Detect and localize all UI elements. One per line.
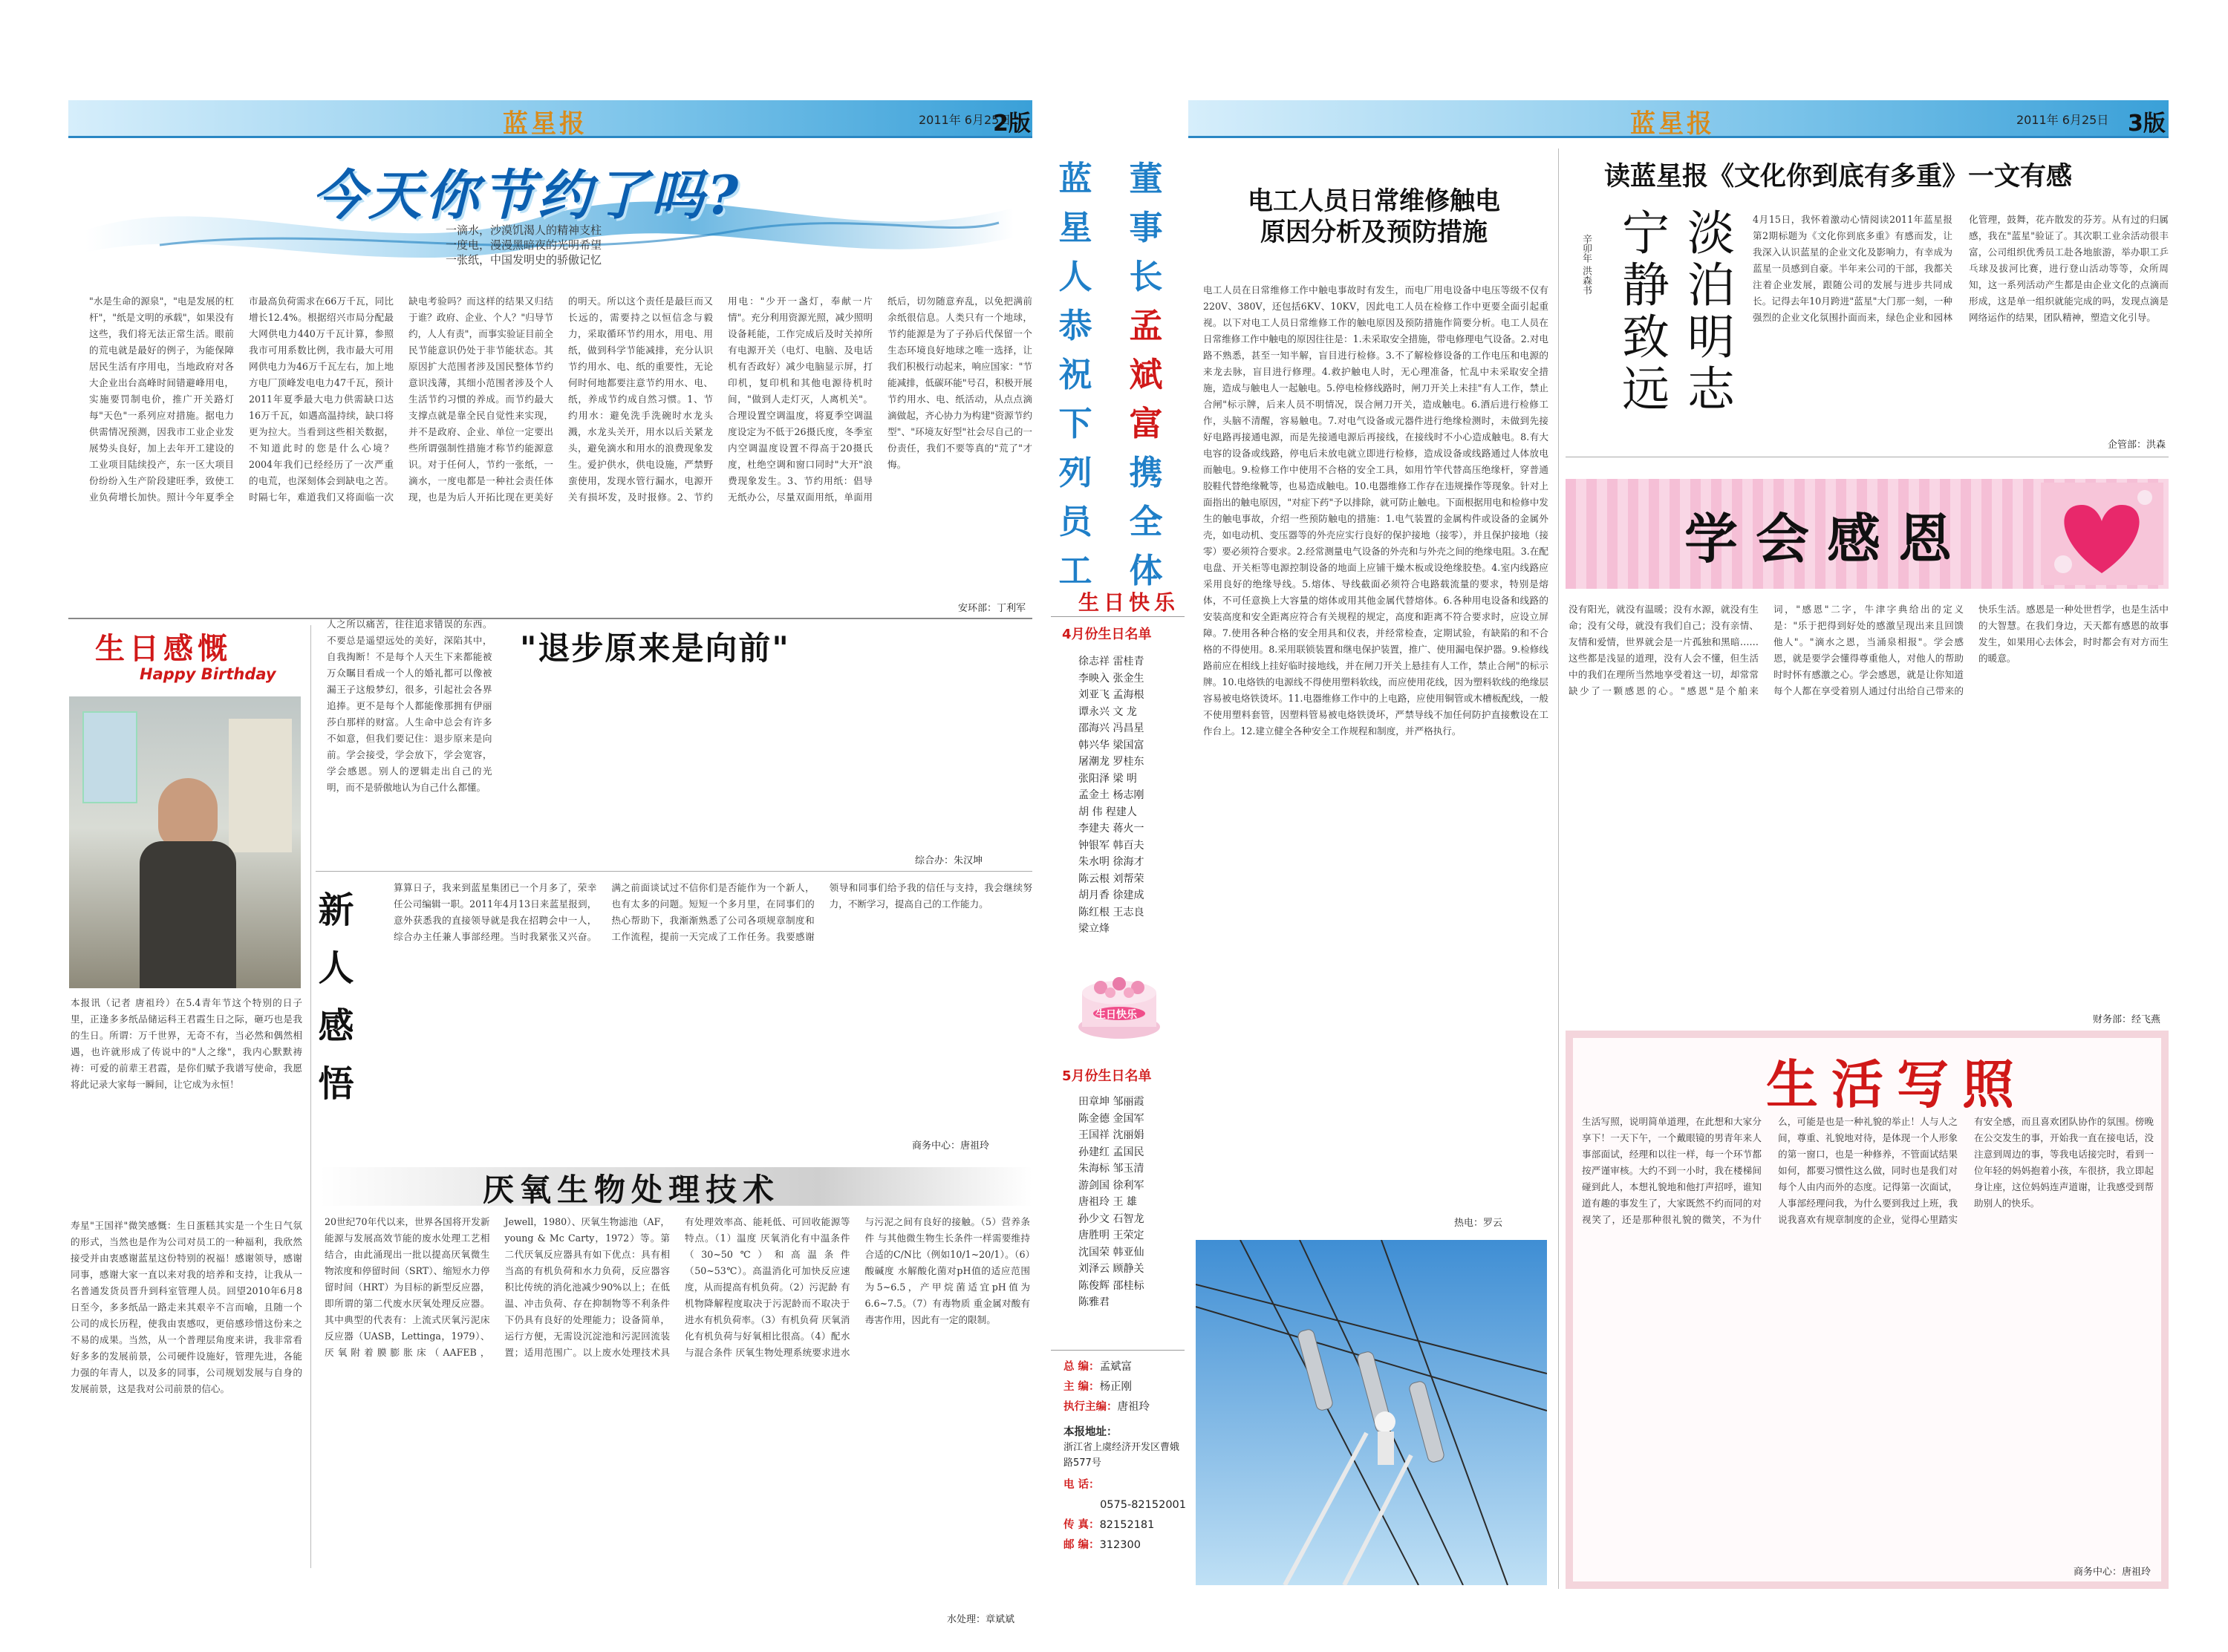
electric-title-line-2: 原因分析及预防措施 (1260, 218, 1488, 247)
slogan-left-char-5: 祝 (1058, 355, 1092, 394)
april-names-row: 朱水明 徐海才 (1078, 856, 1144, 868)
address-value: 浙江省上虞经济开发区曹娥路577号 (1063, 1442, 1180, 1469)
slogan-right-char-2: 事 (1129, 208, 1163, 247)
may-names-row: 陈雅君 (1078, 1296, 1110, 1308)
chief-editor-name: 孟斌富 (1099, 1361, 1133, 1373)
slogan-left-char-3: 人 (1058, 257, 1092, 296)
editor-label: 主 编： (1063, 1381, 1100, 1393)
birthday-wish-label: 生日快乐 (1078, 590, 1180, 615)
slogan-left-char-4: 恭 (1058, 306, 1092, 345)
life-byline: 商务中心：唐祖玲 (2074, 1567, 2152, 1578)
april-names-row: 李建夫 蒋火一 (1078, 823, 1144, 835)
april-list-title: 4月份生日名单 (1062, 627, 1152, 642)
slogan-right-char-1: 董 (1129, 159, 1163, 198)
calligraphy-line-1: 淡泊明志 (1679, 208, 1734, 416)
gratitude-article-body: 没有阳光，就没有温暖；没有水源，就没有生命；没有父母，就没有我们自己；没有亲情、友情和爱情，世界就会是一片孤独和黑暗……这些都是浅显的道理，没有人会不懂，但生活中的我们在理所当然地享受着这一切，却常常缺少了一颗感恩的心。"感恩"是个舶来词，"感恩"二字，牛津字典给出的定义是："乐于把得到好处的感激呈现出来且回馈他人"。"滴水之恩，当涌泉相报"。学会感恩，就是要学会懂得尊重他人，对他人的帮助时时怀有感激之心。学会感恩，就是让你知道每个人都在享受着别人通过付出给自己带来的快乐生活。感恩是一种处世哲学，也是生活中的大智慧。在我们身边，天天都有感恩的故事发生，如果用心去体会，时时都会有对方而生的暖意。 (1569, 604, 2169, 696)
birthday-article-body: 寿星"王国祥"微笑感慨：生日蛋糕其实是一个生日气氛的形式，当然也是作为公司对员工的一种福利，我欣然接受并由衷感谢蓝星这份特别的祝福！感谢领导，感谢同事，感谢大家一直以来对我的培养和支持，让我从一名普通发货员晋升到科室管理人员。回望2010年6月8日至今，多多纸品一路走来其艰辛不言而喻，且随一个公司的成长历程，使我由衷感叹，更倍感珍惜这份来之不易的成果。当然，从一个普理层角度来讲，我非常看好多多的发展前景，公司硬件设施好，管理先进，各能力强的年青人，以及多的同事，公司规划发展与自身的发展前景，这是我对公司前景的信心。 (71, 1220, 302, 1394)
banner-article-body: "水是生命的源泉"，"电是发展的杠杆"，"纸是文明的承载"，如果没有这些，我们将无法正常生活。眼前的荒电就是最好的例子，为能保障居民生活有序用电，当地政府对各大企业出台高峰时间错避峰用电，实施要罚制电价，推广开关路灯每"天色"一系列应对措施。据电力供需情况预测，因我市工业企业发展势头良好，加上去年开工建设的工业项目陆续投产，东一区大项目份纷纷入生产阶段建旺季，致使工业负荷增长加快。照计今年夏季全市最高负荷需求在66万千瓦，同比增长12.4%。根据绍兴市局分配最大网供电力440万千瓦计算，参照我市可用系数比例，我市最大可用网供电力为46万千瓦左右，加上地方电厂顶峰发电电力47千瓦，预计2011年夏季最大电力供需缺口达16万千瓦，如遇高温持续，缺口将更为拉大。当看到这些相关数据，不知道此时的您是什么心境？2004年我们已经经历了一次严重的电荒，也深刻体会到缺电之苦。时隔七年，难道我们又将面临一次缺电考验吗？而这样的结果又归结于谁？政府、企业、个人？"归导节约，人人有责"，而事实验证目前全民节能意识仍处于非节能状态。其原因扩大范围者涉及国民整体节约意识浅薄，其细小范围者涉及个人生活节约习惯的养成。而节约最大支撑点就是靠全民自觉性来实现，并不是政府、企业、单位一定要出些所谓强制性措施才称节约能源意识。对于任何人，节约一张纸，一滴水，一度电都是一种社会责任体现，也是为后人开拓比现在更美好的明天。所以这个责任是最巨而又长远的，需要持之以恒信念与毅力，采取循环节约用水，用电、用纸，做到科学节能减排，充分认识节约用水、电、纸的重要性，无论何时何地都要注意节约用水、电、纸，养成节约成自然习惯。1、节约用水：避免洗手洗碗时水龙头溅，水龙头关开，用水以后关紧龙头，避免滴水和用水的浪费现象发生。爱护供水，供电设施，严禁野蛮使用，发现水管行漏水，电源开关有损坏发，及时报修。2、节约用电："少开一盏灯，奉献一片情"。充分利用资源光照，减少照明设备耗能，工作完成后及时关掉所有电源开关（电灯、电脑、及电话机有否政好）减少电脑显示屏，打印机，复印机和其他电源待机时间，"做到人走灯灭，人离机关"。合理设置空调温度，将夏季空调温度设定为不低于26摄氏度，冬季室内空调温度设置不得高于20摄氏度，杜绝空调和窗口同时"大开"浪费现象发生。3、节约用纸：倡导无纸办公，尽量双面用纸，单面用纸后，切勿随意弃乱，以免把满前余纸很信息。人类只有一个地球，节约能源是为了子孙后代保留一个生态环境良好地球之唯一选择，让我们积极行动起来，响应国家："节能减排，低碳环能"号召，积极开展节约用水、电、纸活动，从点点滴滴做起，齐心协力为构建"资源节约型"、"环境友好型"社会尽自己的一份责任，我们不要等真的"荒了"才悔。 (89, 296, 1032, 503)
calligraphy-line-2: 宁静致远 (1614, 208, 1669, 416)
banner-title: 今天你节约了吗? (312, 163, 742, 226)
right-paper-logo: 蓝星报 (1630, 109, 1715, 139)
right-column-divider (1558, 148, 1559, 1589)
slogan-column-left (1057, 154, 1094, 595)
slogan-right-char-8: 全 (1129, 502, 1163, 541)
calligraphy-signature: 辛卯年 洪森书 (1580, 234, 1592, 296)
gratitude-title: 学会感恩 (1684, 507, 1970, 570)
april-names-row: 张阳泽 梁 明 (1078, 772, 1137, 785)
april-names-row: 徐志祥 雷桂青 (1078, 656, 1144, 667)
april-names-row: 邵海兴 冯昌星 (1078, 722, 1144, 734)
address-row (1063, 1425, 1186, 1471)
right-page-number: 3版 (2128, 111, 2166, 137)
april-names-row: 胡 伟 程建人 (1078, 806, 1137, 818)
fax-row (1063, 1515, 1186, 1535)
heart-flowers-image (2041, 483, 2163, 585)
chief-editor-label: 总 编： (1063, 1361, 1100, 1373)
anaerobic-article-body: 20世纪70年代以来，世界各国将开发新能源与发展高效节能的废水处理工艺相结合，由此涌现出一批以提高厌氧微生物浓度和停留时间（SRT）、缩短水力停留时间（HRT）为目标的新型反应器，即所谓的第二代废水厌氧处理反应器。其中典型的代表有：上流式厌氧污泥床反应器（UASB，Lettinga，1979）、厌氧附着膜膨胀床（AAFEB，Jewell，1980）、厌氧生物滤池（AF，young & Mc Carty，1972）等。第二代厌氧反应器具有如下优点：具有相当高的有机负荷和水力负荷，反应器容积比传统的消化池减少90%以上；在低温、冲击负荷、存在抑制物等不利条件下仍具有良好的处理能力；设备简单，运行方便，无需设沉淀池和污泥回流装置；适用范围广。以上废水处理技术具有处理效率高、能耗低、可回收能源等特点。（1）温度 厌氧消化有中温条件（30~50℃）和高温条件（50~53℃）。高温消化可加快反应速度，从而提高有机负荷。（2）污泥龄 有机物降解程度取决于污泥龄而不取决于进水有机负荷率。（3）有机负荷 厌氧消化有机负荷与好氧相比很高。（4）配水与混合条件 厌氧生物处理系统要求进水与污泥之间有良好的接触。（5）营养条件 与其他微生物生长条件一样需要维持合适的C/N比（例如10/1~20/1）。（6）酸碱度 水解酸化菌对pH值的适应范围为5~6.5，产甲烷菌适宜pH值为6.6~7.5。（7）有毒物质 重金属对酸有毒害作用，因此有一定的限制。 (325, 1216, 1030, 1358)
left-paper-logo: 蓝星报 (503, 109, 587, 139)
address-label: 本报地址： (1063, 1426, 1118, 1438)
may-names-row: 沈国荣 韩亚仙 (1078, 1246, 1144, 1258)
slogan-left-char-2: 星 (1058, 208, 1092, 247)
tagline-line-3: 一张纸，中国发明史的骄傲记忆 (446, 253, 602, 267)
exec-editor-row (1063, 1397, 1186, 1417)
growth-title: 新人感悟 (312, 891, 354, 1123)
culture-article-body: 4月15日，我怀着激动心情阅读2011年蓝星报第2期标题为《文化你到底多重》有感而发，让我深入认识蓝星的企业文化及影响力，有幸成为蓝星一员感到自豪。半年来公司的干部，我都关注着企业发展，跟随公司的发展与进步共同成长。记得去年10月跨进"蓝星"大门那一刻，一种强烈的企业文化氛围扑面而来，绿色企业和园林化管理，鼓舞，花卉散发的芬芳。从有过的归属感，我在"蓝星"验证了。其次职工业余活动很丰富，公司组织优秀员工赴各地旅游，举办职工乒乓球及拔河比赛，进行登山活动等等，众所周知，这一系列活动产生都是由企业文化的点滴而形成，这是单一组织就能完成的吗，发现点滴是网络运作的结果，团队精神，塑造文化引导。 (1753, 214, 2169, 323)
phone-label: 电 话： (1063, 1479, 1100, 1491)
may-list-title: 5月份生日名单 (1062, 1068, 1152, 1084)
fax-value: 82152181 (1099, 1519, 1155, 1531)
electric-title (1211, 186, 1537, 248)
slogan-right-char-6: 富 (1129, 404, 1163, 443)
exec-editor-name: 唐祖玲 (1117, 1401, 1150, 1413)
may-names-row: 王国祥 沈丽娟 (1078, 1129, 1144, 1141)
electric-title-line-1: 电工人员日常维修触电 (1248, 186, 1500, 216)
slogan-right-char-7: 携 (1129, 453, 1163, 492)
slogan-left-char-1: 蓝 (1058, 159, 1092, 198)
banner-byline: 安环部：丁利军 (958, 603, 1026, 614)
april-names-row: 胡月香 徐建成 (1078, 889, 1144, 901)
april-names-row: 钟银军 韩百夫 (1078, 839, 1144, 852)
may-names-row: 唐胜明 王荣定 (1078, 1230, 1144, 1241)
may-names-row: 孙少文 石智龙 (1078, 1212, 1144, 1225)
chief-editor-row (1063, 1357, 1186, 1377)
may-names-row: 孙建红 孟国民 (1078, 1146, 1144, 1158)
birthday-caption: 本报讯（记者 唐祖玲）在5.4青年节这个特别的日子里，正逢多多纸品储运科王君霞生日之际，砸巧也是我的生日。所谓：万千世界，无奇不有，当必然和偶然相遇，也许就形成了传说中的"人之缘"，我内心默默祷祷：可爱的前辈王君霞，是你们赋予我谱写使命，我愿将此记录大家每一瞬间，让它成为永恒！ (71, 997, 302, 1090)
april-names-row: 陈云根 刘帮荣 (1078, 872, 1144, 885)
april-names-row: 孟金土 杨志刚 (1078, 789, 1144, 801)
slogan-column-right (1127, 154, 1165, 595)
birthday-subtitle: Happy Birthday (140, 665, 276, 683)
slogan-left-char-6: 下 (1058, 404, 1092, 443)
anaerobic-title: 厌氧生物处理技术 (483, 1172, 781, 1208)
center-divider-1 (1051, 616, 1185, 617)
birthday-title: 生日感慨 (95, 631, 232, 666)
exec-editor-label: 执行主编： (1063, 1401, 1118, 1413)
life-title: 生活写照 (1766, 1054, 2027, 1115)
left-issue-date: 2011年 6月25日 (919, 113, 1012, 127)
slogan-right-char-9: 体 (1129, 551, 1163, 590)
may-name-list (1078, 1094, 1144, 1311)
editor-row (1063, 1377, 1186, 1397)
april-names-row: 梁立烽 (1078, 923, 1110, 935)
fax-label: 传 真： (1063, 1519, 1100, 1531)
may-names-row: 陈俊辉 邵桂标 (1078, 1279, 1144, 1292)
april-names-row: 刘亚飞 孟海根 (1078, 689, 1144, 701)
anaerobic-byline: 水处理：章斌斌 (947, 1614, 1015, 1625)
april-names-row: 陈红根 王志良 (1078, 906, 1144, 918)
life-article-body: 生活写照，说明简单道理，在此想和大家分享下！一天下午，一个戴眼镜的男青年来人事部面试，经理和以往一样，每一个环节都按严谨审核。大约不到一小时，我在楼梯间碰到此人，本想礼貌地和他打声招呼，谁知道有趣的事发生了，大家既然不约而同的对视笑了，还是那种很礼貌的微笑，不为什么，可能是也是一种礼貌的举止！人与人之间，尊重、礼貌地对待，是体现一个人形象的第一窗口，也是一种修养，不管面试结果如何，都要习惯性这么做，同时也是我们对每个人由内而外的态度。记得第一次面试，人事部经理问我，为什么要到我过上班，我说我喜欢有规章制度的企业，觉得心里踏实有安全感，而且喜欢团队协作的氛围。傍晚在公交发生的事，开始我一直在接电话，没注意到周边的事，等我电话接完时，看到一位年轻的妈妈抱着小孩，车很挤，我立即起身让座，这位妈妈连声道谢，让我感受到帮助别人的快乐。 (1582, 1116, 2154, 1225)
slogan-right-char-4: 孟 (1129, 306, 1163, 345)
center-divider-2 (1051, 1350, 1185, 1351)
retreat-byline: 综合办：朱汉坤 (915, 855, 983, 866)
retreat-title: "退步原来是向前" (520, 630, 790, 667)
electric-article-body: 电工人员在日常维修工作中触电事故时有发生，而电厂用电设备中电压等级不仅有220V、380V，还包括6KV、10KV，因此电工人员在检修工作中更要全面引起重视。以下对电工人员日常维修工作的触电原因及预防措施作简要分析。电工人员在日常维修工作中触电的原因往往是：1.未采取安全措施，带电修理电气设备。2.对电路不熟悉，甚至一知半解，盲目进行检修。3.不了解检修设备的工作电压和电源的来龙去脉，盲目进行修理。4.救护触电人时，无心理准备，忙乱中未采取安全措施，造成与触电人一起触电。5.停电检修线路时，闸刀开关上未挂"有人工作，禁止合闸"标示牌，后来人员不明情况，误合闸刀开关，造成触电。6.酒后进行检修工作，头脑不清醒，容易触电。7.对电气设备或元器件进行绝缘检测时，未做到先接好电路再接通电源，而是先接通电源后再接线，在接线时不小心造成触电。8.有大电容的设备或线路，停电后未放电就立即进行检修，造成设备或线路通过人体放电而触电。9.检修工作中使用不合格的安全工具，如用竹竿代替高压绝缘杆，穿普通胶鞋代替绝缘靴等，也易造成触电。10.电器维修工作存在违规操作等现象。针对上面指出的触电原因，"对症下药"予以排除，就可防止触电。下面根据用电和检修中发生的触电事故，介绍一些预防触电的措施：1.电气装置的金属构件或设备的金属外壳，如电动机、变压器等的外壳应实行良好的保护接地（接零），并且保护接地（接零）要必须符合要求。2.经常测量电气设备的外壳和与外壳之间的绝缘电阻。3.在配电盘、开关柜等电源控制设备的地面上应铺干燥木板或设绝缘胶垫。4.室内线路应采用良好的绝缘导线。5.熔体、导线截面必须符合电路载流量的要求，特别是熔体，不可任意换上大容量的熔体或用其他金属代替熔体。6.各种用电设备和线路的安装高度和安全距离应符合有关规程的规定，高度和距离不符合要求时，应设立屏障。7.使用各种合格的安全用具和仪表，并经常检查，定期试验，有缺陷的和不合格的不得使用。8.采用联锁装置和继电保护装置，推广、使用漏电保护器。9.检修线路前应在相线上挂好临时接地线，并在闸刀开关上悬挂有人工作，禁止合闸"的标示牌。10.电烙铁的电源线不得使用塑料软线，而应使用花线，因为塑料软线的绝缘层容易被电烙铁烫坏。11.电器维修工作中的上电路，应使用铜管或木槽板配线，一般不使用塑料套管，因塑料管易被电烙铁烫坏，严禁导线不加任何防护直接敷设在工作台上。12.建立健全各种安全工作规程和制度，并严格执行。 (1203, 284, 1548, 737)
banner-tagline (446, 223, 602, 267)
right-issue-date: 2011年 6月25日 (2016, 113, 2109, 127)
april-names-row: 屠潮龙 罗桂东 (1078, 756, 1144, 768)
right-page-header-bar (1188, 100, 2169, 138)
tagline-line-1: 一滴水，沙漠饥渴人的精神支柱 (446, 223, 602, 237)
birthday-photo (69, 696, 301, 988)
calligraphy-image (1566, 204, 1744, 449)
growth-article-body: 算算日子，我来到蓝星集团已一个月多了，荣幸任公司编辑一职。2011年4月13日来蓝星报到，意外获悉我的直接领导就是我在招聘会中一人，综合办主任兼人事部经理。当时我紧张又兴奋。满之前面谈试过不信你们是否能作为一个新人，也有太多的问题。短短一个多月里，在同事们的热心帮助下，我渐渐熟悉了公司各项规章制度和工作流程，提前一天完成了工作任务。我要感谢领导和同事们给予我的信任与支持，我会继续努力，不断学习，提高自己的工作能力。 (394, 882, 1032, 942)
april-names-row: 李映入 张金生 (1078, 672, 1144, 685)
culture-byline: 企管部：洪森 (2108, 440, 2166, 451)
may-names-row: 唐祖玲 王 雄 (1078, 1196, 1137, 1208)
slogan-left-char-7: 列 (1058, 453, 1092, 492)
culture-title: 读蓝星报《文化你到底有多重》一文有感 (1604, 161, 2073, 192)
slogan-left-char-8: 员 (1058, 502, 1092, 541)
cake-label: 生日快乐 (1095, 1009, 1137, 1021)
april-names-row: 谭永兴 文 龙 (1078, 705, 1137, 718)
slogan-right-char-3: 长 (1129, 257, 1163, 296)
phone-value: 0575-82152001 (1100, 1499, 1186, 1511)
may-names-row: 朱海标 邹玉清 (1078, 1163, 1144, 1175)
left-page-number: 2版 (993, 111, 1031, 137)
editor-name: 杨正刚 (1099, 1381, 1133, 1393)
slogan-right-char-5: 斌 (1129, 355, 1163, 394)
zip-row (1063, 1535, 1186, 1555)
electric-byline: 热电：罗云 (1454, 1218, 1503, 1229)
masthead-info (1063, 1357, 1186, 1555)
zip-label: 邮 编： (1063, 1539, 1100, 1551)
zip-value: 312300 (1099, 1539, 1141, 1551)
birthday-cake-image (1075, 947, 1164, 1043)
retreat-article-body: 人之所以痛苦，往往追求错误的东西。不要总是遥望远处的美好，深陷其中，自我掏断！不是每个人天生下来都能被万众瞩目看成一个人的婚礼都可以像被漏王子这般梦幻，很多，引起社会各界追捧。更不是每个人都能像那拥有伊丽莎白那样的财富。人生命中总会有许多不如意，但我们要记住：退步原来是向前。学会接受，学会放下，学会宽容，学会感恩。别人的逻辑走出自己的光明，而不是骄傲地认为自己什么都懂。 (327, 618, 492, 793)
may-names-row: 刘泽云 顾静关 (1078, 1263, 1144, 1275)
gratitude-byline: 财务部：经飞燕 (2093, 1014, 2161, 1025)
april-name-list (1078, 653, 1144, 938)
april-names-row: 韩兴华 梁国富 (1078, 739, 1144, 751)
left-page-header-bar (68, 100, 1032, 138)
growth-byline: 商务中心：唐祖玲 (912, 1140, 990, 1152)
may-names-row: 陈金德 金国军 (1078, 1112, 1144, 1125)
tagline-line-2: 一度电，漫漫黑暗夜的光明希望 (446, 238, 602, 252)
may-names-row: 游剑国 徐利军 (1078, 1179, 1144, 1192)
slogan-left-char-9: 工 (1058, 551, 1092, 590)
phone-row (1063, 1475, 1186, 1495)
retreat-divider (316, 871, 1032, 872)
may-names-row: 田章坤 邹丽霞 (1078, 1096, 1144, 1108)
power-line-photo (1196, 1240, 1547, 1585)
